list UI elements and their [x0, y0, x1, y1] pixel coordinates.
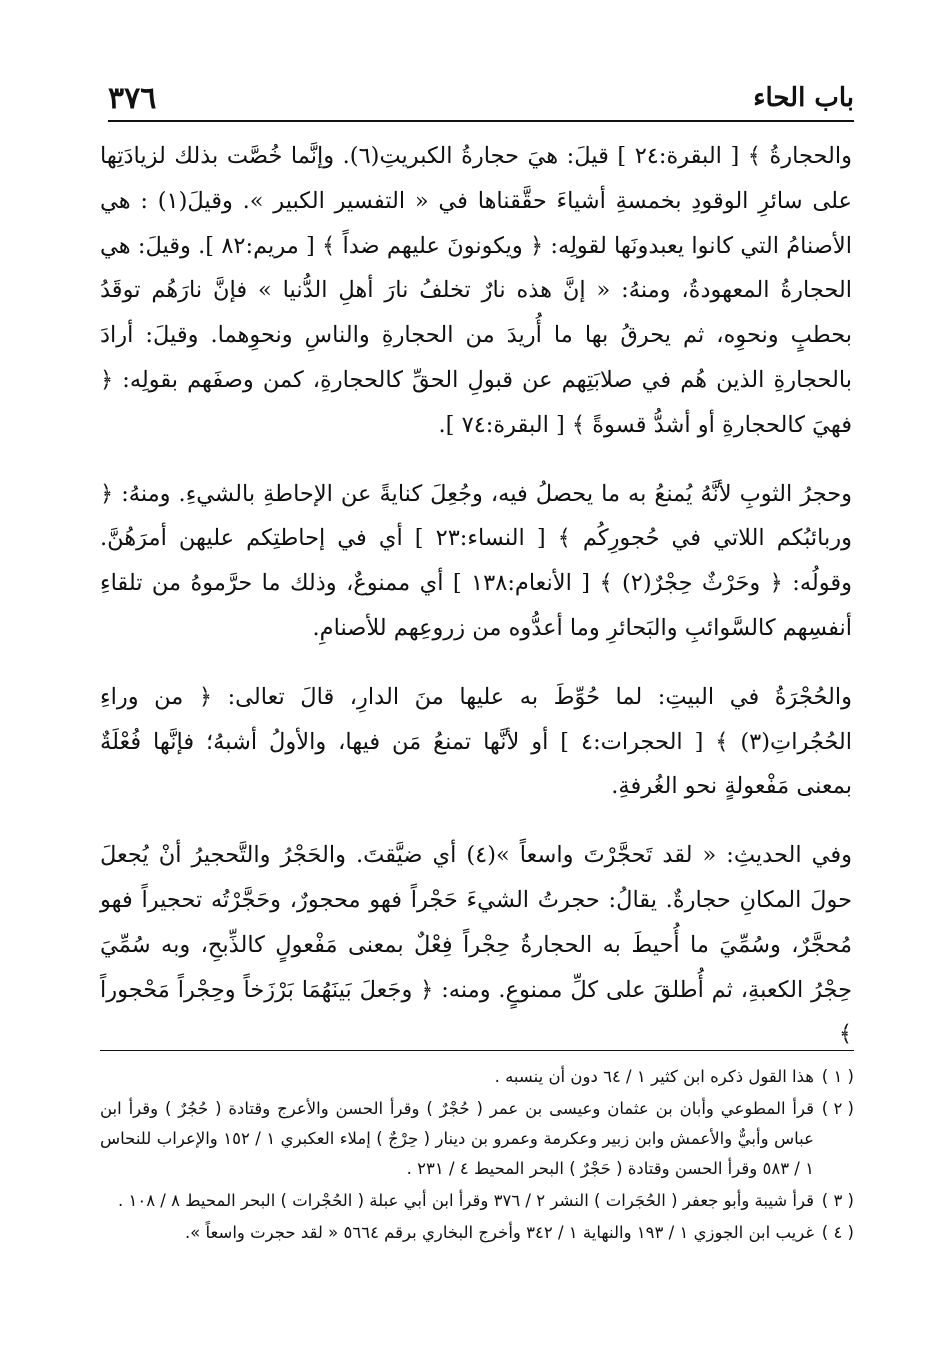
footnote-number: ( ١ ) [821, 1067, 854, 1086]
page-header [108, 76, 854, 122]
footnote-text: قرأ المطوعي وأبان بن عثمان وعيسى بن عمر ( حُجْرٌ ) وقرأ الحسن والأعرج وقتادة ( حُجُرٌ ) وقرأ ابن عباس وأبيٌّ والأعمش وابن زبير وعكرمة وعمرو بن دينار ( حِرْجٌ ) إملاء العكبري ١ / ١٥٢ والإعراب للنحاس ١ / ٥٨٣ وقرأ الحسن وقتادة ( حَجْرٌ ) البحر المحيط ٤ / ٢٣١ . [100, 1099, 814, 1178]
footnotes [100, 1062, 854, 1250]
footnote-number: ( ٢ ) [821, 1099, 854, 1118]
footnote-item [100, 1186, 854, 1216]
chapter-title: باب الحاء [753, 83, 854, 113]
footnote-item [100, 1218, 854, 1248]
footnote-text: هذا القول ذكره ابن كثير ١ / ٦٤ دون أن ينسبه . [494, 1067, 814, 1086]
paragraph: وحجرُ الثوبِ لأنَّهُ يُمنعُ به ما يحصلُ فيه، وجُعِلَ كنايةً عن الإحاطةِ بالشيءِ. ومنهُ: ﴿ وربائبُكم اللاتي في حُجورِكُم ﴾ [ النساء:٢٣ ] أي في إحاطتِكم عليهن أمرَهُنَّ. وقولُه: ﴿ وحَرْثٌ حِجْرٌ(٢) ﴾ [ الأنعام:١٣٨ ] أي ممنوعٌ، وذلك ما حرَّموهُ من تلقاءِ أنفسِهم كالسَّوائبِ والبَحائرِ وما أعدُّوه من زروعِهم للأصنامِ. [100, 480, 853, 641]
paragraph: والحُجْرَةُ في البيتِ: لما حُوِّطَ به عليها منَ الدارِ، قالَ تعالى: ﴿ من وراءِ الحُجُراتِ(٣) ﴾ [ الحجرات:٤ ] أو لأنَّها تمنعُ مَن فيها، والأولُ أشبهُ؛ فإنَّها فُعْلَةٌ بمعنى مَفْعولةٍ نحو الغُرفةِ. [100, 683, 853, 800]
footnote-text: قرأ شيبة وأبو جعفر ( الحُجَرات ) النشر ٢ / ٣٧٦ وقرأ ابن أبي عبلة ( الحُجْرات ) البحر المحيط ٨ / ١٠٨ . [117, 1191, 814, 1210]
footnote-number: ( ٣ ) [821, 1191, 854, 1210]
paragraph: وفي الحديثِ: « لقد تَحجَّرْتَ واسعاً »(٤) أي ضيَّقتَ. والحَجْرُ والتَّحجيرُ أنْ يُجعلَ حولَ المكانِ حجارةٌ. يقالُ: حجرتُ الشيءَ حَجْراً فهو محجورٌ، وحَجَّرْتُه تحجيراً فهو مُحجَّرٌ، وسُمِّيَ ما أُحيطَ به الحجارةُ حِجْراً فِعْلٌ بمعنى مَفْعولٍ كالذِّبحِ، وبه سُمِّيَ حِجْرُ الكعبةِ، ثم أُطلقَ على كلِّ ممنوعٍ. ومنه: ﴿ وجَعلَ بَينَهُمَا بَرْزَخاً وحِجْراً مَحْجوراً ﴾ [100, 842, 852, 1048]
footnote-item [100, 1062, 854, 1092]
footnote-divider [100, 1050, 854, 1051]
footnote-text: غريب ابن الجوزي ١ / ١٩٣ والنهاية ١ / ٣٤٢ وأخرج البخاري برقم ٥٦٦٤ « لقد حجرت واسعاً ». [184, 1223, 814, 1242]
paragraph: والحجارةُ ﴾ [ البقرة:٢٤ ] قيلَ: هيَ حجارةُ الكبريتِ(٦). وإنَّما خُصَّت بذلك لزيادَتِها على سائرِ الوقودِ بخمسةِ أشياءَ حقَّقناها في « التفسير الكبير ». وقيلَ(١) : هي الأصنامُ التي كانوا يعبدونَها لقولِه: ﴿ ويكونونَ عليهم ضداً ﴾ [ مريم:٨٢ ]. وقيلَ: هي الحجارةُ المعهودةُ، ومنهُ: « إنَّ هذه نارٌ تخلفُ نارَ أهلِ الدُّنيا » فإنَّ نارَهُم توقَدُ بحطبٍ ونحوِه، ثم يحرقُ بها ما أُريدَ من الحجارةِ والناسِ ونحوِهما. وقيلَ: أرادَ بالحجارةِ الذين هُم في صلابَتِهم عن قبولِ الحقِّ كالحجارةِ، كمن وصفَهم بقولِه: ﴿ فهيَ كالحجارةِ أو أشدُّ قسوةً ﴾ [ البقرة:٧٤ ]. [100, 143, 852, 438]
footnote-number: ( ٤ ) [821, 1223, 854, 1242]
page-number: ٣٧٦ [108, 80, 157, 116]
footnote-item [100, 1094, 854, 1184]
main-text [100, 134, 852, 1081]
